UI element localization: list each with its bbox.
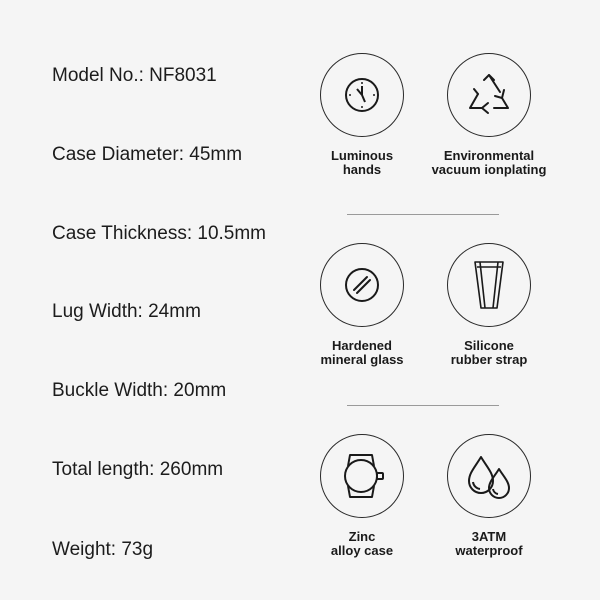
feature-label-line2: vacuum ionplating <box>431 162 547 177</box>
feature-label-line1: Silicone <box>464 338 514 353</box>
feature-label-line1: Luminous <box>330 148 394 163</box>
clock-icon <box>340 73 384 117</box>
divider <box>347 214 499 215</box>
feature-label-line2: rubber strap <box>450 352 528 367</box>
watch-case-icon <box>335 451 389 501</box>
feature-icon-circle <box>447 434 531 518</box>
feature-label-line2: mineral glass <box>320 352 404 367</box>
spec-model-number: Model No.: NF8031 <box>52 65 217 86</box>
feature-label-line2: hands <box>342 162 382 177</box>
spec-case-thickness: Case Thickness: 10.5mm <box>52 223 267 244</box>
divider <box>347 405 499 406</box>
spec-weight: Weight: 73g <box>52 539 154 560</box>
feature-label <box>414 530 564 558</box>
feature-icon-circle <box>320 243 404 327</box>
feature-icon-circle <box>447 53 531 137</box>
feature-label-line1: 3ATM <box>471 529 507 544</box>
spec-buckle-width: Buckle Width: 20mm <box>52 380 227 401</box>
feature-waterproof <box>414 434 564 558</box>
recycle-icon <box>464 72 514 118</box>
water-drops-icon <box>463 451 515 501</box>
feature-label-line1: Environmental <box>443 148 535 163</box>
strap-icon <box>469 258 509 312</box>
feature-label-line1: Hardened <box>332 338 392 353</box>
feature-icon-circle <box>447 243 531 327</box>
feature-label-line2: waterproof <box>455 543 523 558</box>
spec-total-length: Total length: 260mm <box>52 459 224 480</box>
spec-lug-width: Lug Width: 24mm <box>52 301 201 322</box>
feature-vacuum-ionplating <box>414 53 564 177</box>
feature-rubber-strap <box>414 243 564 367</box>
feature-label <box>414 149 564 177</box>
spec-case-diameter: Case Diameter: 45mm <box>52 144 243 165</box>
feature-label-line2: alloy case <box>330 543 394 558</box>
feature-label-line1: Zinc <box>348 529 376 544</box>
feature-icon-circle <box>320 434 404 518</box>
feature-icon-circle <box>320 53 404 137</box>
feature-label <box>414 339 564 367</box>
glass-icon <box>340 263 384 307</box>
